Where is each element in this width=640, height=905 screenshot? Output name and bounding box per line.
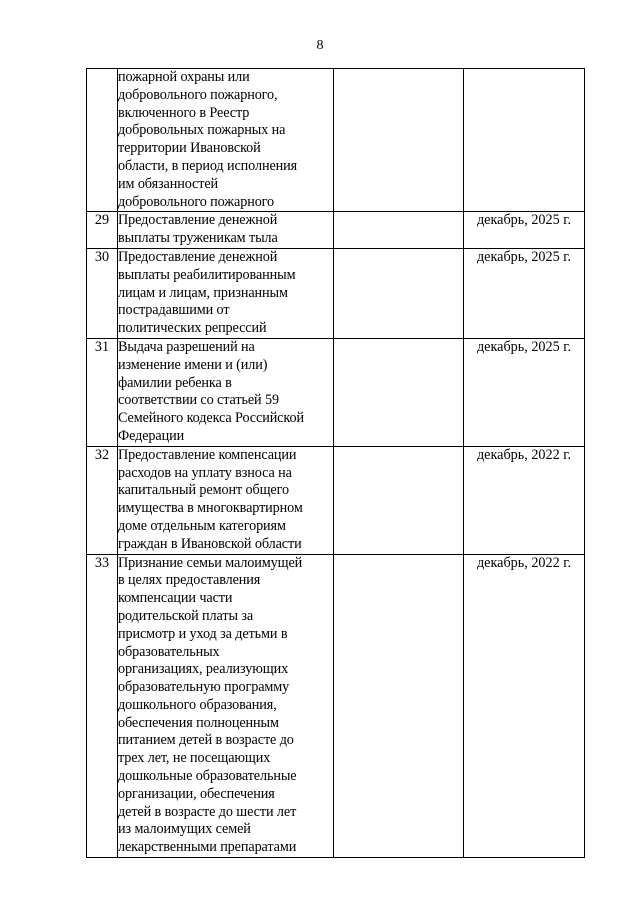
service-name-line: детей в возрасте до шести лет <box>118 803 297 820</box>
service-name-line: пожарной охраны или <box>118 69 250 85</box>
service-name-line: территории Ивановской <box>118 140 261 157</box>
service-name-line: присмотр и уход за детьми в <box>118 625 288 642</box>
service-name-line: фамилии ребенка в <box>118 374 232 391</box>
service-name-line: питанием детей в возрасте до <box>118 732 294 749</box>
row-number: 33 <box>87 554 118 858</box>
service-name-line: организациях, реализующих <box>118 661 289 678</box>
service-name-cell <box>118 554 334 858</box>
service-name-line: изменение имени и (или) <box>118 356 268 373</box>
service-name-line: доме отдельным категориям <box>118 517 286 534</box>
table-row <box>87 554 585 858</box>
service-name-line: родительской платы за <box>118 607 254 624</box>
executor-cell <box>334 554 464 858</box>
executor-cell <box>334 212 464 249</box>
deadline-cell: декабрь, 2025 г. <box>464 338 585 446</box>
service-name-line: соответствии со статьей 59 <box>118 392 279 409</box>
row-number: 30 <box>87 248 118 338</box>
service-name-line: добровольного пожарного, <box>118 86 278 103</box>
service-name-line: политических репрессий <box>118 320 267 337</box>
service-name-line: добровольного пожарного <box>118 193 275 210</box>
row-number: 29 <box>87 212 118 249</box>
service-name-cell <box>118 248 334 338</box>
service-name-line: выплаты реабилитированным <box>118 266 296 283</box>
service-name-line: граждан в Ивановской области <box>118 535 302 552</box>
service-name-line: Предоставление денежной <box>118 248 278 265</box>
service-name-line: лицам и лицам, признанным <box>118 284 288 301</box>
table-row <box>87 69 585 212</box>
table-body <box>87 69 585 858</box>
service-name-line: из малоимущих семей <box>118 821 251 838</box>
service-name-line: области, в период исполнения <box>118 157 298 174</box>
service-name-line: Федерации <box>118 427 185 444</box>
service-name-line: Предоставление компенсации <box>118 446 297 463</box>
services-table <box>86 68 585 858</box>
page-number: 8 <box>316 38 324 53</box>
service-name-line: компенсации части <box>118 590 233 607</box>
executor-cell <box>334 248 464 338</box>
service-name-line: дошкольного образования, <box>118 696 277 713</box>
service-name-line: дошкольные образовательные <box>118 768 297 785</box>
service-name-cell <box>118 338 334 446</box>
service-name-line: образовательных <box>118 643 220 660</box>
deadline-cell <box>464 69 585 212</box>
service-name-line: образовательную программу <box>118 679 290 696</box>
deadline-cell: декабрь, 2025 г. <box>464 248 585 338</box>
deadline-cell: декабрь, 2022 г. <box>464 446 585 554</box>
row-number: 31 <box>87 338 118 446</box>
row-number: 32 <box>87 446 118 554</box>
service-name-line: выплаты труженикам тыла <box>118 230 278 247</box>
table-row <box>87 338 585 446</box>
service-name-line: Предоставление денежной <box>118 212 278 229</box>
service-name-line: имущества в многоквартирном <box>118 500 303 517</box>
service-name-line: в целях предоставления <box>118 572 261 589</box>
table-row <box>87 248 585 338</box>
service-name-cell <box>118 446 334 554</box>
table-row <box>87 446 585 554</box>
service-name-line: капитальный ремонт общего <box>118 482 289 499</box>
service-name-line: добровольных пожарных на <box>118 122 286 139</box>
service-name-line: им обязанностей <box>118 175 219 192</box>
service-name-line: пострадавшими от <box>118 302 230 319</box>
table-row <box>87 212 585 249</box>
deadline-cell: декабрь, 2025 г. <box>464 212 585 249</box>
executor-cell <box>334 446 464 554</box>
service-name-line: Выдача разрешений на <box>118 338 255 355</box>
row-number <box>87 69 118 212</box>
service-name-line: организации, обеспечения <box>118 785 275 802</box>
service-name-line: расходов на уплату взноса на <box>118 464 292 481</box>
service-name-line: Признание семьи малоимущей <box>118 554 303 571</box>
service-name-line: включенного в Реестр <box>118 104 250 121</box>
executor-cell <box>334 338 464 446</box>
service-name-line: обеспечения полноценным <box>118 714 279 731</box>
service-name-line: лекарственными препаратами <box>118 839 297 856</box>
service-name-line: трех лет, не посещающих <box>118 750 271 767</box>
deadline-cell: декабрь, 2022 г. <box>464 554 585 858</box>
executor-cell <box>334 69 464 212</box>
service-name-cell <box>118 69 334 212</box>
service-name-cell <box>118 212 334 249</box>
service-name-line: Семейного кодекса Российской <box>118 410 304 427</box>
